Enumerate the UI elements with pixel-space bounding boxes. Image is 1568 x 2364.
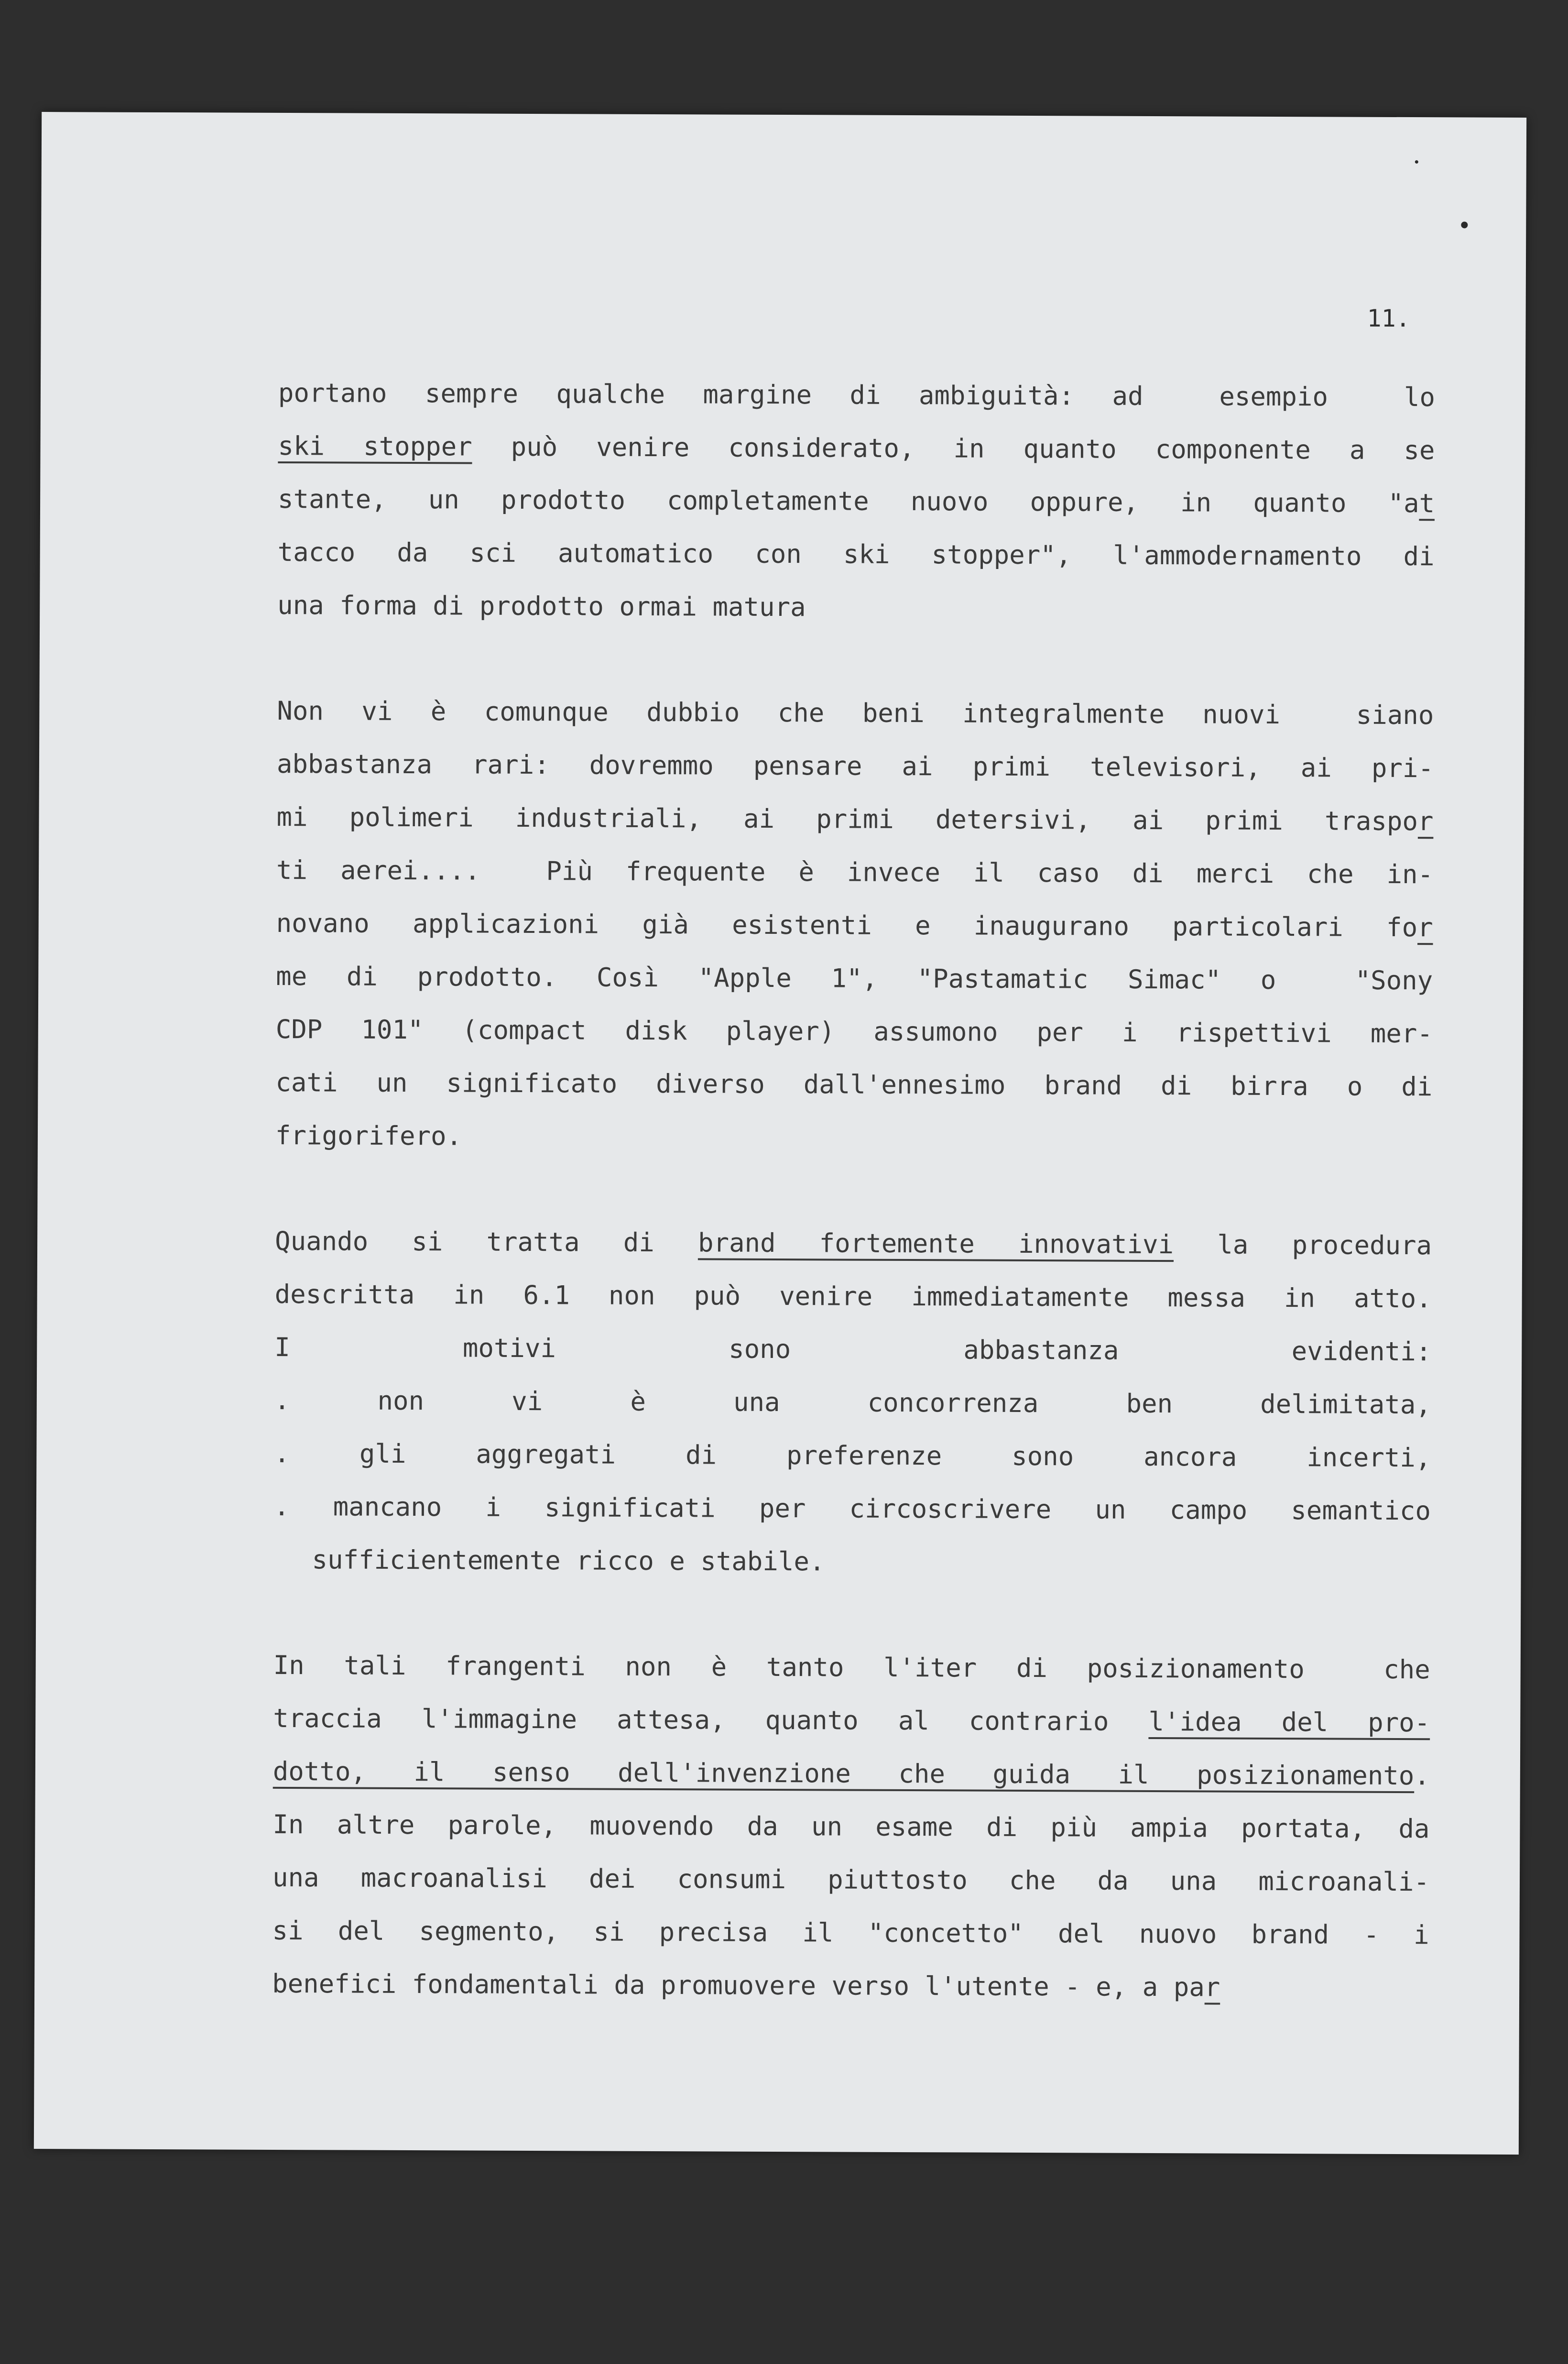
underlined-text: dotto, il senso dell'invenzione che guida il posizionamento: [272, 1756, 1415, 1791]
text-line: [278, 472, 1435, 530]
text-segment: cati un significato diverso dall'ennesimo brand di birra o di: [275, 1067, 1433, 1102]
text-line: [273, 1692, 1430, 1749]
text-segment: abbastanza rari: dovremmo pensare ai primi televisori, ai pri-: [276, 748, 1434, 784]
underlined-text: r: [1417, 806, 1434, 837]
text-segment: descritta in 6.1 non può venire immediatamente messa in atto.: [274, 1279, 1432, 1314]
text-line: [273, 1533, 1430, 1590]
text-segment: una macroanalisi dei consumi piuttosto che da una microanali-: [272, 1862, 1430, 1897]
text-line: [274, 1268, 1431, 1325]
text-segment: Quando si tratta di: [275, 1226, 698, 1258]
text-line: [272, 1957, 1429, 2014]
typewritten-page: [34, 112, 1526, 2155]
text-segment: si del segmento, si precisa il "concetto" del nuovo brand - i: [272, 1915, 1429, 1950]
paragraph: [275, 684, 1434, 1166]
text-line: [277, 579, 1434, 636]
text-segment: ti aerei.... Più frequente è invece il caso di merci che in-: [276, 854, 1434, 890]
text-segment: traccia l'immagine attesa, quanto al contrario: [273, 1703, 1149, 1737]
text-line: [277, 684, 1434, 742]
underlined-text: r: [1417, 912, 1433, 943]
text-line: [275, 1109, 1432, 1166]
text-segment: la procedura: [1174, 1229, 1432, 1261]
text-segment: CDP 101" (compact disk player) assumono per i rispettivi mer-: [275, 1014, 1433, 1049]
underlined-text: t: [1419, 488, 1435, 519]
paragraph: [277, 366, 1435, 636]
text-line: [274, 1374, 1431, 1431]
text-segment: I motivi sono abbastanza evidenti:: [274, 1332, 1432, 1367]
text-segment: sufficientemente ricco e stabile.: [312, 1544, 825, 1577]
text-line: [272, 1904, 1429, 1961]
text-segment: stante, un prodotto completamente nuovo oppure, in quanto "a: [277, 483, 1419, 519]
text-segment: me di prodotto. Così "Apple 1", "Pastamatic Simac" o "Sony: [276, 961, 1433, 996]
text-line: [276, 897, 1433, 954]
text-segment: portano sempre qualche margine di ambiguità: ad esempio lo: [278, 377, 1436, 413]
page-number: 11.: [1367, 304, 1410, 333]
text-line: [278, 419, 1435, 477]
underlined-text: ski stopper: [278, 430, 472, 462]
text-line: [272, 1798, 1429, 1855]
text-segment: . gli aggregati di preferenze sono ancora incerti,: [274, 1438, 1431, 1473]
text-line: [274, 1321, 1431, 1378]
text-segment: mi polimeri industriali, ai primi detersivi, ai primi traspo: [276, 801, 1418, 837]
dust-speck: [1461, 221, 1468, 228]
text-line: [276, 843, 1433, 901]
text-segment: .: [1414, 1761, 1430, 1791]
underlined-text: l'idea del pro-: [1148, 1706, 1430, 1738]
text-segment: frigorifero.: [275, 1120, 462, 1151]
text-line: [274, 1427, 1431, 1484]
text-segment: novano applicazioni già esistenti e inaugurano particolari fo: [276, 908, 1418, 943]
text-line: [276, 950, 1433, 1007]
text-segment: tacco da sci automatico con ski stopper", l'ammodernamento di: [277, 536, 1435, 572]
text-line: [275, 1215, 1432, 1272]
text-line: [273, 1745, 1430, 1802]
text-line: [276, 1003, 1433, 1060]
paragraph: [272, 1639, 1430, 2014]
text-line: [277, 737, 1434, 795]
text-line: [272, 1851, 1429, 1908]
text-segment: può venire considerato, in quanto componente a se: [472, 431, 1435, 466]
paragraph: [273, 1215, 1432, 1590]
text-line: [278, 366, 1435, 424]
text-segment: Non vi è comunque dubbio che beni integralmente nuovi siano: [277, 695, 1434, 731]
text-line: [274, 1480, 1431, 1537]
text-segment: . mancano i significati per circoscrivere un campo semantico: [273, 1491, 1431, 1526]
dust-speck: [1415, 160, 1418, 164]
text-line: [277, 525, 1434, 583]
text-segment: benefici fondamentali da promuovere verso l'utente - e, a pa: [272, 1968, 1205, 2003]
text-line: [273, 1639, 1430, 1696]
underlined-text: brand fortemente innovativi: [697, 1227, 1174, 1260]
text-segment: una forma di prodotto ormai matura: [277, 590, 806, 623]
underlined-text: r: [1204, 1972, 1220, 2003]
text-line: [275, 1056, 1432, 1113]
text-segment: . non vi è una concorrenza ben delimitata,: [274, 1385, 1431, 1420]
text-segment: In tali frangenti non è tanto l'iter di posizionamento che: [273, 1650, 1430, 1685]
text-line: [276, 790, 1433, 848]
body-text: [272, 366, 1436, 2067]
text-segment: In altre parole, muovendo da un esame di più ampia portata, da: [272, 1809, 1430, 1844]
